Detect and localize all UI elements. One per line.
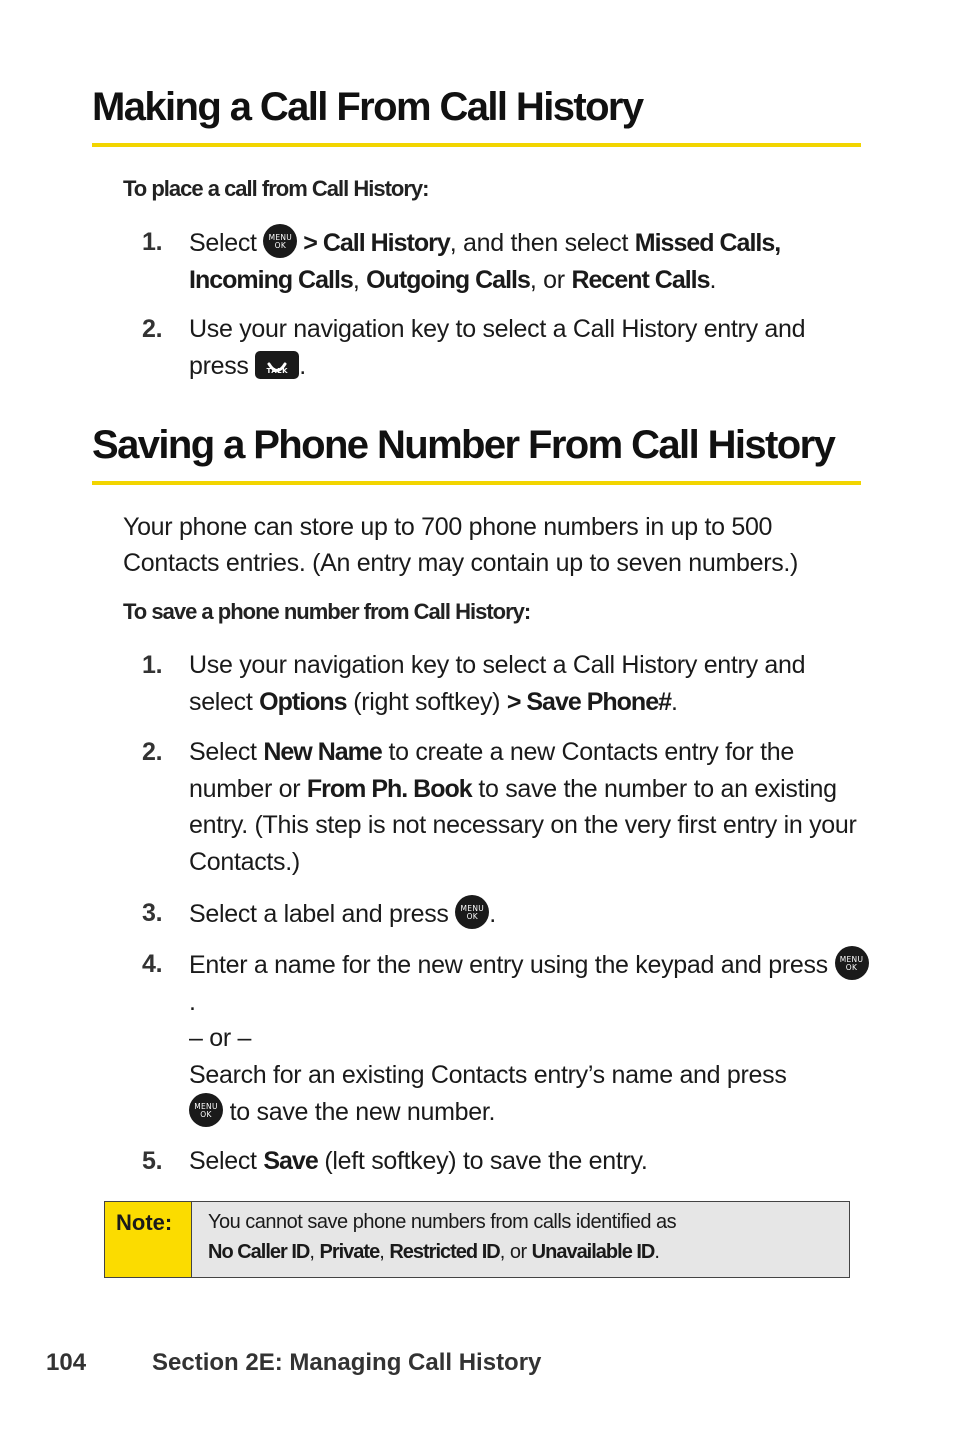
talk-key-icon: TALK [255,351,299,379]
note-box [104,1201,850,1278]
menu-ok-key-icon: MENU OK [189,1093,223,1127]
step-text: Use your navigation key to select a Call History entry and press TALK . [189,315,806,380]
heading-saving-number: Saving a Phone Number From Call History [92,423,835,467]
step-text: Enter a name for the new entry using the keypad and press MENU OK . – or – Search for an existing Contacts entry’s name and press MENU OK to save the new number. [189,946,869,1131]
menu-ok-key-icon: MENU OK [263,224,297,258]
menu-ok-key-icon: MENU OK [455,895,489,929]
step-text: Select MENU OK > Call History, and then select Missed Calls, Incoming Calls, Outgoing Calls, or Recent Calls. [189,224,869,298]
subhead-place-call: To place a call from Call History: [123,176,429,201]
step-text: Use your navigation key to select a Call History entry and select Options (right softkey) > Save Phone#. [189,651,806,716]
heading-rule [92,481,861,485]
step-number: 1. [142,228,163,256]
step-number: 2. [142,738,163,766]
step-text: Select Save (left softkey) to save the entry. [189,1147,648,1175]
heading-rule [92,143,861,147]
section-title: Section 2E: Managing Call History [152,1349,542,1376]
page-number: 104 [46,1349,87,1376]
intro-paragraph: Your phone can store up to 700 phone numbers in up to 500 Contacts entries. (An entry may contain up to seven numbers.) [123,513,799,577]
step-number: 5. [142,1147,163,1175]
step-text: Select New Name to create a new Contacts entry for the number or From Ph. Book to save the number to an existing entry. (This step is not necessary on the very first entry in your Contacts.) [189,738,857,876]
note-label: Note: [105,1202,192,1277]
step-text: Select a label and press MENU OK . [189,895,869,933]
heading-making-a-call: Making a Call From Call History [92,85,643,129]
or-separator: – or – [189,1024,252,1052]
step-number: 3. [142,899,163,927]
step-number: 4. [142,950,163,978]
step-number: 1. [142,651,163,679]
note-text: You cannot save phone numbers from calls identified as No Caller ID, Private, Restricted ID, or Unavailable ID. [208,1211,677,1263]
step-number: 2. [142,315,163,343]
menu-ok-key-icon: MENU OK [835,946,869,980]
subhead-save-number: To save a phone number from Call History: [123,599,531,624]
